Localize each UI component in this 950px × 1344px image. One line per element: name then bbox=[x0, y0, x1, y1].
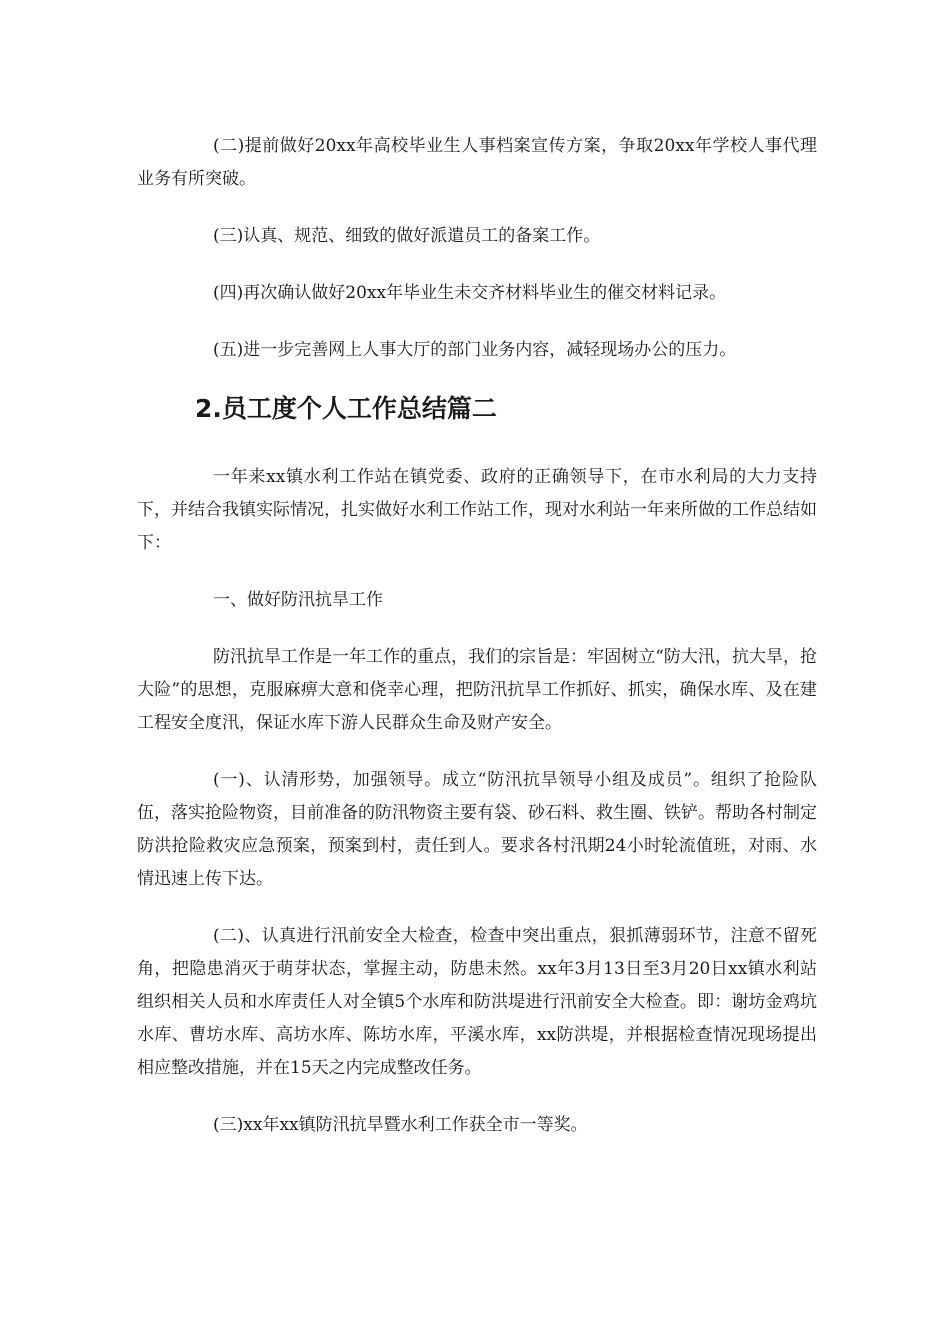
document-body bbox=[137, 130, 817, 1166]
paragraph-4: (四)再次确认做好20xx年毕业生未交齐材料毕业生的催交材料记录。 bbox=[213, 283, 727, 303]
item-3-paragraph: (三)xx年xx镇防汛抗旱暨水利工作获全市一等奖。 bbox=[213, 1115, 588, 1135]
item-2-paragraph: (二)、认真进行汛前安全大检查，检查中突出重点，狠抓薄弱环节，注意不留死角，把隐患消灭于萌芽状态，掌握主动，防患未然。xx年3月13日至3月20日xx镇水利站组织相关人员和水库责任人对全镇5个水库和防洪堤进行汛前安全大检查。即：谢坊金鸡坑水库、曹坊水库、高坊水库、陈坊水库，平溪水库，xx防洪堤，并根据检查情况现场提出相应整改措施，并在15天之内完成整改任务。 bbox=[137, 926, 817, 1078]
section-title: 一、做好防汛抗旱工作 bbox=[213, 590, 383, 610]
intro-paragraph: 一年来xx镇水利工作站在镇党委、政府的正确领导下，在市水利局的大力支持下，并结合我镇实际情况，扎实做好水利工作站工作，现对水利站一年来所做的工作总结如下： bbox=[137, 467, 817, 553]
section-heading: 2.员工度个人工作总结篇二 bbox=[195, 394, 497, 423]
paragraph-5: (五)进一步完善网上人事大厅的部门业务内容，减轻现场办公的压力。 bbox=[213, 340, 737, 360]
paragraph-3: (三)认真、规范、细致的做好派遣员工的备案工作。 bbox=[213, 226, 601, 246]
item-1-paragraph: (一)、认清形势，加强领导。成立“防汛抗旱领导小组及成员”。组织了抢险队伍，落实抢险物资，目前准备的防汛物资主要有袋、砂石料、救生圈、铁铲。帮助各村制定防洪抢险救灾应急预案，预案到村，责任到人。要求各村汛期24小时轮流值班，对雨、水情迅速上传下达。 bbox=[137, 770, 817, 889]
purpose-paragraph: 防汛抗旱工作是一年工作的重点，我们的宗旨是：牢固树立“防大汛，抗大旱，抢大险”的思想，克服麻痹大意和侥幸心理，把防汛抗旱工作抓好、抓实，确保水库、及在建工程安全度汛，保证水库下游人民群众生命及财产安全。 bbox=[137, 647, 817, 733]
paragraph-2: (二)提前做好20xx年高校毕业生人事档案宣传方案，争取20xx年学校人事代理业务有所突破。 bbox=[137, 136, 817, 189]
